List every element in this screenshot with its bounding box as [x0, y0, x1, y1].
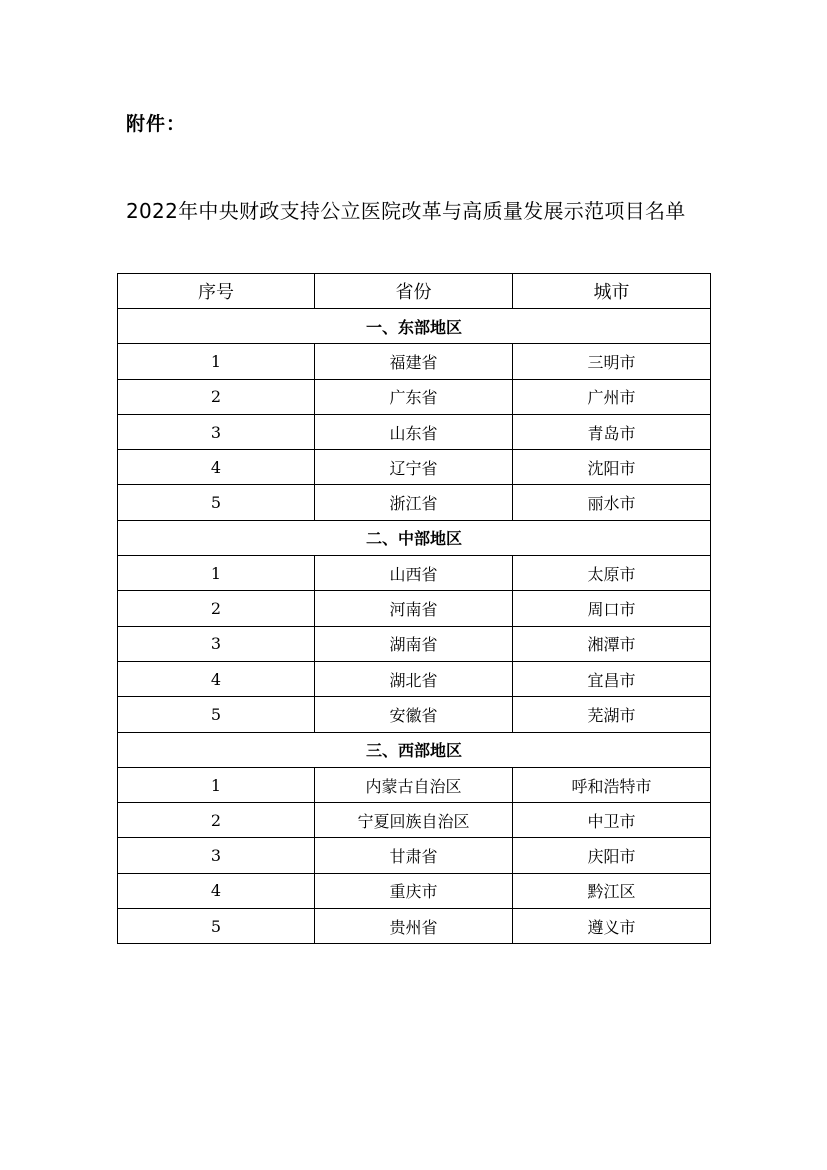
serial-number-cell: 3 — [118, 626, 315, 661]
table-row — [118, 556, 711, 591]
city-cell: 遵义市 — [513, 909, 711, 944]
table-header — [118, 274, 711, 309]
city-cell: 太原市 — [513, 556, 711, 591]
city-cell: 广州市 — [513, 379, 711, 414]
province-cell: 重庆市 — [315, 873, 513, 908]
province-cell: 广东省 — [315, 379, 513, 414]
city-cell: 丽水市 — [513, 485, 711, 520]
attachment-label: 附件： — [126, 113, 187, 135]
serial-number-cell: 4 — [118, 873, 315, 908]
header-city: 城市 — [513, 274, 711, 309]
province-cell: 内蒙古自治区 — [315, 767, 513, 802]
province-cell: 贵州省 — [315, 909, 513, 944]
table-body — [118, 309, 711, 944]
table-row — [118, 485, 711, 520]
table-row — [118, 661, 711, 696]
serial-number-cell: 5 — [118, 909, 315, 944]
serial-number-cell: 3 — [118, 414, 315, 449]
province-cell: 河南省 — [315, 591, 513, 626]
province-cell: 山东省 — [315, 414, 513, 449]
city-cell: 黔江区 — [513, 873, 711, 908]
table-row — [118, 626, 711, 661]
city-cell: 周口市 — [513, 591, 711, 626]
city-cell: 宜昌市 — [513, 661, 711, 696]
table-row — [118, 873, 711, 908]
city-cell: 青岛市 — [513, 414, 711, 449]
city-cell: 芜湖市 — [513, 697, 711, 732]
region-row-west — [118, 732, 711, 767]
table-row — [118, 803, 711, 838]
city-cell: 呼和浩特市 — [513, 767, 711, 802]
table-row — [118, 697, 711, 732]
region-heading: 三、西部地区 — [118, 732, 711, 767]
province-cell: 山西省 — [315, 556, 513, 591]
table-row — [118, 414, 711, 449]
province-cell: 湖南省 — [315, 626, 513, 661]
serial-number-cell: 4 — [118, 661, 315, 696]
serial-number-cell: 2 — [118, 803, 315, 838]
city-cell: 湘潭市 — [513, 626, 711, 661]
table-row — [118, 379, 711, 414]
header-serial-number: 序号 — [118, 274, 315, 309]
table-row — [118, 767, 711, 802]
region-heading: 二、中部地区 — [118, 520, 711, 555]
province-cell: 辽宁省 — [315, 450, 513, 485]
table-row — [118, 591, 711, 626]
serial-number-cell: 2 — [118, 591, 315, 626]
table-row — [118, 344, 711, 379]
city-cell: 中卫市 — [513, 803, 711, 838]
demonstration-project-table — [117, 273, 711, 944]
serial-number-cell: 5 — [118, 697, 315, 732]
table-row — [118, 909, 711, 944]
province-cell: 宁夏回族自治区 — [315, 803, 513, 838]
header-row — [118, 274, 711, 309]
province-cell: 安徽省 — [315, 697, 513, 732]
serial-number-cell: 3 — [118, 838, 315, 873]
table-row — [118, 838, 711, 873]
serial-number-cell: 1 — [118, 556, 315, 591]
table-row — [118, 450, 711, 485]
serial-number-cell: 1 — [118, 344, 315, 379]
province-cell: 甘肃省 — [315, 838, 513, 873]
region-row-east — [118, 309, 711, 344]
serial-number-cell: 4 — [118, 450, 315, 485]
document-title: 2022年中央财政支持公立医院改革与高质量发展示范项目名单 — [126, 199, 686, 223]
city-cell: 庆阳市 — [513, 838, 711, 873]
region-heading: 一、东部地区 — [118, 309, 711, 344]
city-cell: 三明市 — [513, 344, 711, 379]
province-cell: 湖北省 — [315, 661, 513, 696]
city-cell: 沈阳市 — [513, 450, 711, 485]
serial-number-cell: 1 — [118, 767, 315, 802]
region-row-central — [118, 520, 711, 555]
province-cell: 福建省 — [315, 344, 513, 379]
header-province: 省份 — [315, 274, 513, 309]
serial-number-cell: 5 — [118, 485, 315, 520]
serial-number-cell: 2 — [118, 379, 315, 414]
province-cell: 浙江省 — [315, 485, 513, 520]
